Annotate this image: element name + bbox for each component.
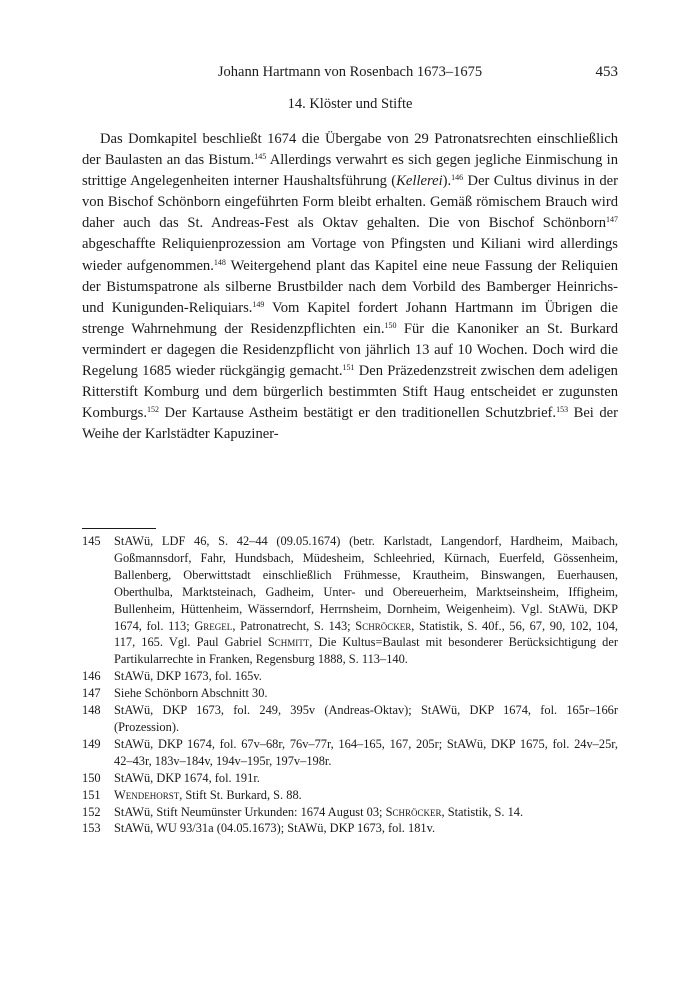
footnote-text	[114, 669, 262, 683]
text-run: Weitergehend plant das Kapitel eine neue Fassung der Reliquien der Bistumspatrone als silberne Brustbilder nach dem Vorbild des Bamberger Heinrichs- und Kunigunden-Reliquiars.	[82, 257, 618, 316]
text-run: Bei der Weihe der Karlstädter Kapuziner-	[82, 405, 619, 443]
footnote	[82, 787, 618, 804]
text-run: StAWü, DKP 1674, fol. 67v–68r, 76v–77r, 164–165, 167, 205r; StAWü, DKP 1675, fol. 24v–25r, 42–43r, 183v–184v, 194v–195r, 197v–198r.	[114, 736, 618, 768]
text-run: , Stift St. Burkard, S. 88.	[179, 787, 302, 802]
footnote-ref: 147	[606, 215, 618, 225]
running-title: Johann Hartmann von Rosenbach 1673–1675	[217, 64, 483, 80]
footnote-number: 153	[82, 821, 101, 836]
body-text	[82, 129, 618, 445]
text-run: , Die Kultus=Baulast mit besonderer Berücksichtigung der Partikularrechte in Franken, Regensburg 1888, S. 113–140.	[114, 635, 618, 667]
text-run: Das Domkapitel beschließt 1674 die Übergabe von 29 Patronatsrechten einschließlich der Baulasten an das Bistum.	[82, 131, 618, 169]
footnote	[82, 804, 618, 821]
text-run: ).	[442, 173, 452, 190]
text-run: Siehe Schönborn Abschnitt 30.	[114, 686, 268, 701]
footnote-number: 146	[82, 669, 101, 684]
text-run: , Patronatrecht, S. 143;	[232, 618, 356, 633]
footnote	[82, 702, 618, 736]
footnotes	[82, 533, 618, 837]
footnote-ref: 145	[254, 152, 267, 162]
text-run: Vom Kapitel fordert Johann Hartmann im Übrigen die strenge Wahrnehmung der Residenzpflichten ein.	[82, 299, 618, 337]
text-run: StAWü, LDF 46, S. 42–44 (09.05.1674) (betr. Karlstadt, Langendorf, Hardheim, Maibach, Goßmannsdorf, Fahr, Hundsbach, Müdesheim, Schleehried, Kürnach, Euerfeld, Gössenheim, Ballenberg, Oberwittstadt einschließlich Frühmesse, Krautheim, Binswangen, Euerhausen, Oberthulba, Marktsteinach, Gadheim, Unter- und Obereuerheim, Marktseinsheim, Iffigheim, Bullenheim, Hüttenheim, Wässerndorf, Herrnsheim, Dornheim, Weigenheim). Vgl. StAWü, DKP 1674, fol. 113;	[114, 534, 618, 633]
text-run: , Statistik, S. 40f., 56, 67, 90, 102, 104, 117, 165. Vgl. Paul Gabriel	[114, 618, 618, 650]
footnote-number: 145	[82, 534, 101, 548]
footnote	[82, 668, 618, 685]
text-run: StAWü, DKP 1674, fol. 191r.	[114, 770, 260, 785]
footnote-text	[114, 821, 435, 835]
footnote	[82, 533, 618, 668]
footnote-rule	[82, 528, 156, 529]
author-name: Wendehorst	[114, 787, 180, 802]
italic-text: Kellerei	[396, 173, 443, 190]
footnote-number: 149	[82, 736, 101, 751]
footnote-text	[114, 788, 302, 802]
footnote-ref: 149	[252, 299, 265, 309]
footnote	[82, 770, 618, 787]
text-run: Den Präzedenzstreit zwischen dem adeligen Ritterstift Komburg und dem bürgerlich bestimmten Stift Haug entscheidet er zugunsten Komburgs.	[82, 363, 618, 422]
text-run: Der Kartause Astheim bestätigt er den traditionellen Schutzbrief.	[159, 405, 557, 422]
footnote-text	[114, 686, 268, 700]
footnote-text	[114, 771, 260, 785]
author-name: Schröcker	[385, 804, 442, 819]
running-head	[82, 62, 618, 82]
footnote-text	[114, 703, 618, 734]
section-title: 14. Klöster und Stifte	[287, 96, 413, 112]
footnote-text	[114, 737, 618, 768]
footnote	[82, 736, 618, 770]
author-name: Schmitt	[267, 635, 310, 650]
text-run: Für die Kanoniker an St. Burkard vermindert er dagegen die Residenzpflicht von jährlich 13 auf 10 Wochen. Doch wird die Regelung 1685 wieder rückgängig gemacht.	[82, 320, 618, 380]
footnote-number: 147	[82, 686, 101, 701]
text-run: StAWü, DKP 1673, fol. 165v.	[114, 669, 262, 684]
footnote	[82, 820, 618, 837]
footnote-ref: 153	[556, 405, 569, 415]
author-name: Schröcker	[355, 618, 412, 633]
text-run: Der Cultus divinus in der von Bischof Schönborn eingeführten Form bleibt erhalten. Gemäß römischem Brauch wird daher auch das St. Andreas-Fest als Oktav gehalten. Die von Bischof Schönborn	[82, 173, 618, 232]
footnote-text	[114, 534, 618, 666]
text-run: , Statistik, S. 14.	[441, 804, 524, 819]
footnote-ref: 146	[451, 173, 464, 183]
footnote	[82, 685, 618, 702]
footnote-ref: 148	[213, 257, 226, 267]
text-run: StAWü, DKP 1673, fol. 249, 395v (Andreas-Oktav); StAWü, DKP 1674, fol. 165r–166r (Prozession).	[114, 703, 618, 734]
footnote-number: 150	[82, 770, 101, 785]
text-run: StAWü, WU 93/31a (04.05.1673); StAWü, DKP 1673, fol. 181v.	[114, 821, 436, 836]
footnote-number: 152	[82, 804, 101, 819]
page-number: 453	[595, 64, 618, 80]
footnote-number: 151	[82, 787, 101, 802]
text-run: StAWü, Stift Neumünster Urkunden: 1674 August 03;	[114, 804, 386, 819]
footnote-ref: 151	[342, 363, 355, 373]
footnote-ref: 150	[384, 320, 397, 330]
footnote-ref: 152	[147, 405, 160, 415]
text-run: Allerdings verwahrt es sich gegen jegliche Einmischung in strittige Angelegenheiten interner Haushaltsführung (	[82, 152, 619, 190]
text-run: abgeschaffte Reliquienprozession am Vortage von Pfingsten und Kiliani wird allerdings wieder aufgenommen.	[82, 236, 618, 274]
footnote-text	[114, 805, 523, 819]
author-name: Gregel	[194, 618, 233, 633]
footnote-number: 148	[82, 703, 101, 718]
body-paragraph	[82, 129, 618, 445]
